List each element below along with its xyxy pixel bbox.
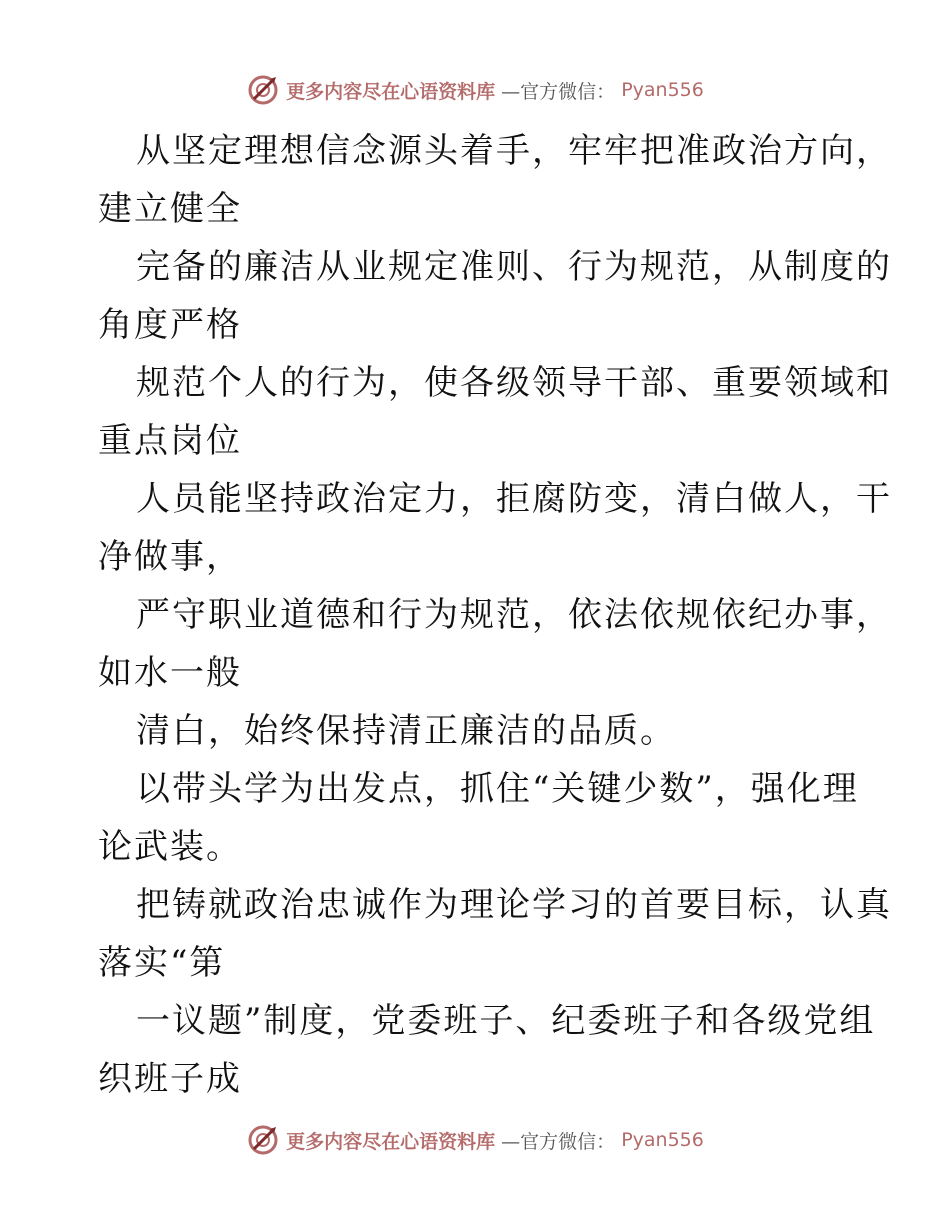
text-line: 人员能坚持政治定力，拒腐防变，清白做人，干: [136, 479, 892, 519]
text-line: 把铸就政治忠诚作为理论学习的首要目标，认真: [136, 885, 892, 925]
text-line: 一议题”制度，党委班子、纪委班子和各级党组: [136, 1001, 876, 1041]
text-line: 织班子成: [98, 1059, 242, 1099]
banner-wechat-id: Pyan556: [621, 1129, 704, 1151]
text-line: 以带头学为出发点，抓住“关键少数”，强化理: [136, 769, 859, 809]
text-line: 角度严格: [98, 305, 242, 345]
text-line: 清白，始终保持清正廉洁的品质。: [136, 711, 676, 751]
body-text: [98, 122, 892, 1108]
header-watermark-banner: [0, 70, 950, 110]
text-line: 规范个人的行为，使各级领导干部、重要领域和: [136, 363, 892, 403]
logo-icon: [246, 73, 280, 107]
text-line: 落实“第: [98, 943, 226, 983]
banner-sub-text: —官方微信：: [501, 1130, 616, 1153]
banner-main-text: 更多内容尽在心语资料库: [286, 1130, 496, 1153]
text-line: 完备的廉洁从业规定准则、行为规范，从制度的: [136, 247, 892, 287]
footer-watermark-banner: [0, 1120, 950, 1160]
logo-icon: [246, 1123, 280, 1157]
text-line: 严守职业道德和行为规范，依法依规依纪办事，: [136, 595, 892, 635]
text-line: 净做事，: [98, 537, 242, 577]
text-line: 从坚定理想信念源头着手，牢牢把准政治方向，: [136, 131, 892, 171]
banner-main-text: 更多内容尽在心语资料库: [286, 80, 496, 103]
text-line: 建立健全: [98, 189, 242, 229]
text-line: 重点岗位: [98, 421, 242, 461]
text-line: 如水一般: [98, 653, 242, 693]
banner-sub-text: —官方微信：: [501, 80, 616, 103]
banner-wechat-id: Pyan556: [621, 79, 704, 101]
text-line: 论武装。: [98, 827, 242, 867]
